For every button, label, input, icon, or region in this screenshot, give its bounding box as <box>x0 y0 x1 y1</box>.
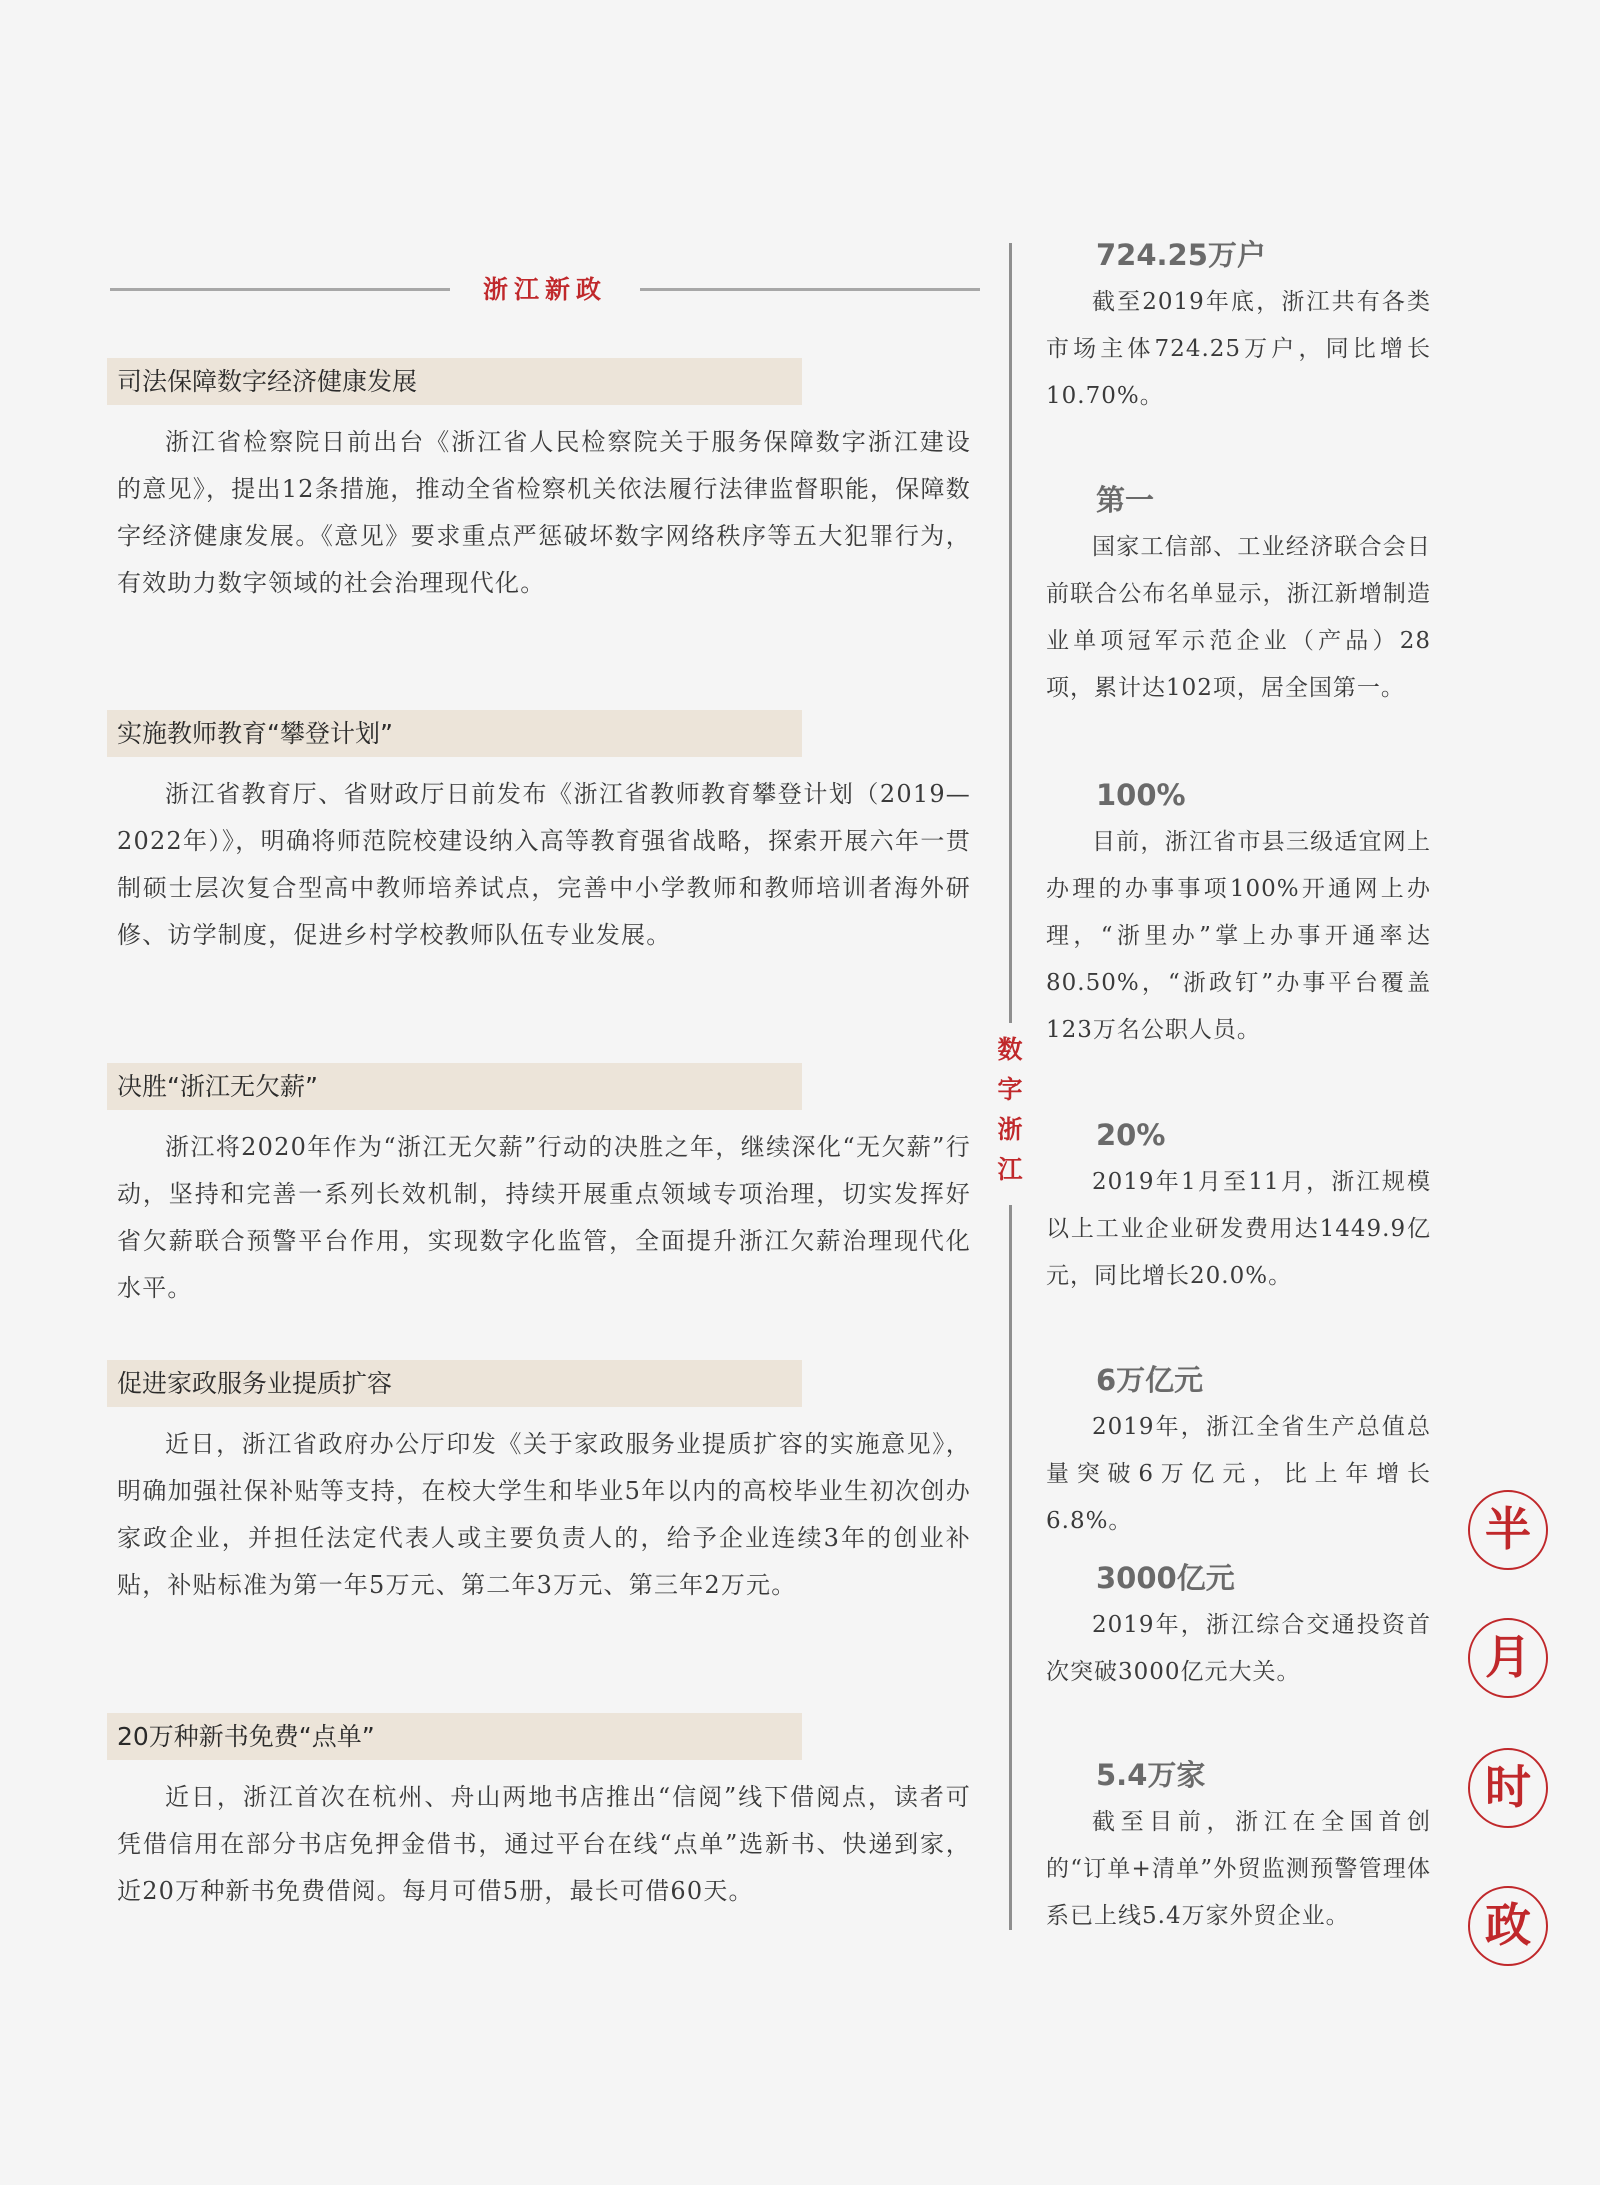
news-body: 浙江省检察院日前出台《浙江省人民检察院关于服务保障数字浙江建设的意见》，提出12条措施，推动全省检察机关依法履行法律监督职能，保障数字经济健康发展。《意见》要求重点严惩破坏数字网络秩序等五大犯罪行为，有效助力数字领域的社会治理现代化。 <box>117 428 971 597</box>
stat-figure: 724.25万户 <box>1096 238 1266 272</box>
divider-char: 浙 <box>997 1115 1023 1144</box>
news-item <box>107 1063 977 1312</box>
divider-char: 字 <box>997 1075 1023 1104</box>
news-body: 浙江省教育厅、省财政厅日前发布《浙江省教师教育攀登计划（2019—2022年）》，明确将师范院校建设纳入高等教育强省战略，探索开展六年一贯制硕士层次复合型高中教师培养试点，完善中小学教师和教师培训者海外研修、访学制度，促进乡村学校教师队伍专业发展。 <box>117 780 971 949</box>
news-heading: 20万种新书免费“点单” <box>107 1713 802 1760</box>
stat-item <box>1046 1558 1431 1696</box>
news-heading: 促进家政服务业提质扩容 <box>107 1360 802 1407</box>
news-item <box>107 1360 977 1609</box>
news-heading: 实施教师教育“攀登计划” <box>107 710 802 757</box>
stat-desc: 截至目前，浙江在全国首创的“订单+清单”外贸监测预警管理体系已上线5.4万家外贸企业。 <box>1046 1809 1431 1929</box>
news-body: 近日，浙江首次在杭州、舟山两地书店推出“信阅”线下借阅点，读者可凭借信用在部分书店免押金借书，通过平台在线“点单”选新书、快递到家，近20万种新书免费借阅。每月可借5册，最长可借60天。 <box>117 1783 971 1905</box>
stat-figure: 3000亿元 <box>1096 1561 1235 1595</box>
stat-item <box>1046 775 1431 1054</box>
news-item <box>107 358 977 607</box>
brand-circle: 政 <box>1468 1886 1548 1966</box>
brand-circle: 时 <box>1468 1748 1548 1828</box>
stat-desc: 2019年1月至11月，浙江规模以上工业企业研发费用达1449.9亿元，同比增长20.0%。 <box>1046 1169 1431 1289</box>
stat-desc: 国家工信部、工业经济联合会日前联合公布名单显示，浙江新增制造业单项冠军示范企业（产品）28项，累计达102项，居全国第一。 <box>1046 534 1431 701</box>
stat-item <box>1046 1115 1431 1300</box>
news-heading: 司法保障数字经济健康发展 <box>107 358 802 405</box>
divider-char: 数 <box>997 1035 1023 1064</box>
news-body: 浙江将2020年作为“浙江无欠薪”行动的决胜之年，继续深化“无欠薪”行动，坚持和完善一系列长效机制，持续开展重点领域专项治理，切实发挥好省欠薪联合预警平台作用，实现数字化监管，全面提升浙江欠薪治理现代化水平。 <box>117 1133 971 1302</box>
stat-figure: 5.4万家 <box>1096 1758 1206 1792</box>
news-heading: 决胜“浙江无欠薪” <box>107 1063 802 1110</box>
stat-figure: 20% <box>1096 1118 1166 1152</box>
stat-item <box>1046 480 1431 712</box>
stat-desc: 截至2019年底，浙江共有各类市场主体724.25万户，同比增长10.70%。 <box>1046 289 1431 409</box>
stat-item <box>1046 235 1431 420</box>
section-title: 浙江新政 <box>482 275 607 304</box>
stat-item <box>1046 1755 1431 1940</box>
stat-figure: 6万亿元 <box>1096 1363 1204 1397</box>
stat-desc: 目前，浙江省市县三级适宜网上办理的办事事项100%开通网上办理，“浙里办”掌上办事开通率达80.50%，“浙政钉”办事平台覆盖123万名公职人员。 <box>1046 829 1431 1043</box>
divider-line-bottom <box>1009 1205 1012 1930</box>
stat-figure: 100% <box>1096 778 1186 812</box>
section-header <box>110 270 980 310</box>
stat-desc: 2019年，浙江全省生产总值总量突破6万亿元，比上年增长6.8%。 <box>1046 1414 1431 1534</box>
stat-figure: 第一 <box>1096 483 1155 517</box>
brand-circle: 半 <box>1468 1490 1548 1570</box>
divider-label <box>992 1030 1028 1190</box>
stat-desc: 2019年，浙江综合交通投资首次突破3000亿元大关。 <box>1046 1612 1431 1685</box>
divider-char: 江 <box>997 1155 1023 1184</box>
stat-item <box>1046 1360 1431 1545</box>
brand-circle: 月 <box>1468 1618 1548 1698</box>
divider-line-top <box>1009 243 1012 1023</box>
news-item <box>107 1713 977 1915</box>
news-body: 近日，浙江省政府办公厅印发《关于家政服务业提质扩容的实施意见》，明确加强社保补贴等支持，在校大学生和毕业5年以内的高校毕业生初次创办家政企业，并担任法定代表人或主要负责人的，给予企业连续3年的创业补贴，补贴标准为第一年5万元、第二年3万元、第三年2万元。 <box>117 1430 971 1599</box>
news-item <box>107 710 977 959</box>
